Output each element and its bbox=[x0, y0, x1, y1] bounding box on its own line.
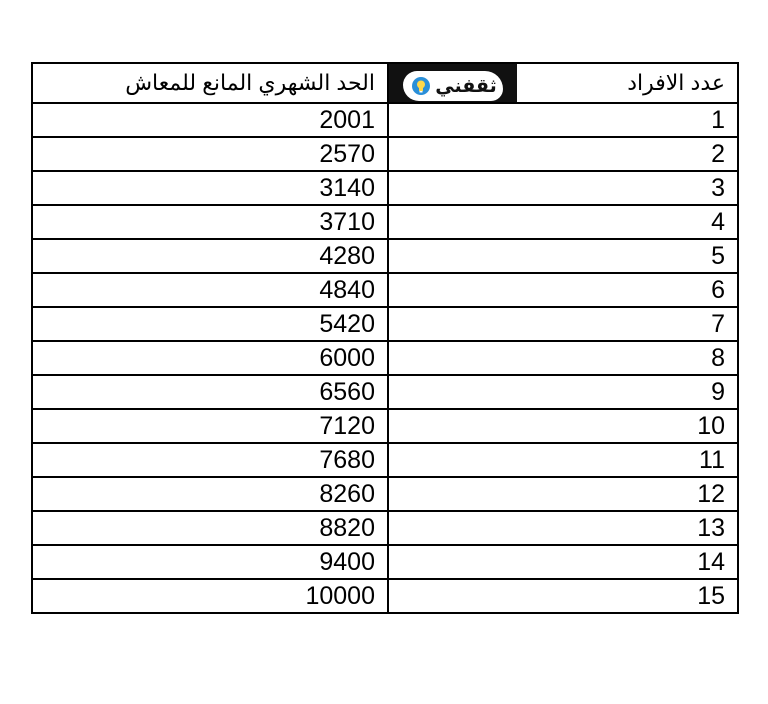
table-row bbox=[32, 239, 738, 273]
table-row bbox=[32, 443, 738, 477]
members-value: 11 bbox=[699, 446, 725, 474]
members-cell bbox=[388, 307, 738, 341]
table-row bbox=[32, 205, 738, 239]
limit-cell bbox=[32, 171, 388, 205]
limit-value: 7120 bbox=[319, 412, 375, 440]
limit-value: 3140 bbox=[319, 174, 375, 202]
members-value: 12 bbox=[697, 480, 725, 508]
limit-cell bbox=[32, 239, 388, 273]
members-value: 9 bbox=[711, 378, 725, 406]
table-row bbox=[32, 511, 738, 545]
members-column-header bbox=[388, 63, 738, 103]
members-cell bbox=[388, 443, 738, 477]
limit-cell bbox=[32, 511, 388, 545]
table-row bbox=[32, 273, 738, 307]
table-row bbox=[32, 409, 738, 443]
members-value: 7 bbox=[711, 310, 725, 338]
pension-limit-table-container bbox=[31, 62, 737, 614]
members-cell bbox=[388, 545, 738, 579]
pension-limit-table bbox=[31, 62, 739, 614]
lightbulb-icon bbox=[411, 76, 431, 96]
table-row bbox=[32, 137, 738, 171]
limit-value: 6000 bbox=[319, 344, 375, 372]
site-logo bbox=[389, 64, 517, 103]
members-cell bbox=[388, 579, 738, 613]
limit-value: 2001 bbox=[319, 106, 375, 134]
limit-value: 9400 bbox=[319, 548, 375, 576]
members-value: 6 bbox=[711, 276, 725, 304]
members-header-label: عدد الافراد bbox=[627, 70, 725, 95]
members-cell bbox=[388, 477, 738, 511]
limit-value: 4280 bbox=[319, 242, 375, 270]
logo-cloud bbox=[403, 71, 502, 101]
members-cell bbox=[388, 341, 738, 375]
members-cell bbox=[388, 239, 738, 273]
table-row bbox=[32, 375, 738, 409]
table-row bbox=[32, 477, 738, 511]
limit-column-header bbox=[32, 63, 388, 103]
limit-cell bbox=[32, 307, 388, 341]
limit-value: 7680 bbox=[319, 446, 375, 474]
limit-value: 4840 bbox=[319, 276, 375, 304]
members-cell bbox=[388, 273, 738, 307]
members-value: 4 bbox=[711, 208, 725, 236]
limit-cell bbox=[32, 409, 388, 443]
limit-value: 3710 bbox=[319, 208, 375, 236]
limit-cell bbox=[32, 477, 388, 511]
limit-cell bbox=[32, 137, 388, 171]
members-cell bbox=[388, 409, 738, 443]
limit-value: 10000 bbox=[305, 582, 375, 610]
limit-value: 2570 bbox=[319, 140, 375, 168]
limit-value: 5420 bbox=[319, 310, 375, 338]
limit-cell bbox=[32, 579, 388, 613]
table-row bbox=[32, 171, 738, 205]
members-cell bbox=[388, 171, 738, 205]
members-cell bbox=[388, 205, 738, 239]
limit-cell bbox=[32, 103, 388, 137]
members-cell bbox=[388, 511, 738, 545]
members-value: 13 bbox=[697, 514, 725, 542]
table-body bbox=[32, 103, 738, 613]
table-row bbox=[32, 307, 738, 341]
limit-value: 8820 bbox=[319, 514, 375, 542]
logo-text: ثقفني bbox=[435, 75, 497, 97]
table-row bbox=[32, 545, 738, 579]
limit-value: 6560 bbox=[319, 378, 375, 406]
members-value: 5 bbox=[711, 242, 725, 270]
limit-header-label: الحد الشهري المانع للمعاش bbox=[125, 70, 375, 95]
limit-cell bbox=[32, 375, 388, 409]
table-row bbox=[32, 341, 738, 375]
members-value: 3 bbox=[711, 174, 725, 202]
limit-cell bbox=[32, 205, 388, 239]
limit-cell bbox=[32, 443, 388, 477]
members-value: 2 bbox=[711, 140, 725, 168]
limit-value: 8260 bbox=[319, 480, 375, 508]
table-header-row bbox=[32, 63, 738, 103]
table-row bbox=[32, 103, 738, 137]
limit-cell bbox=[32, 341, 388, 375]
members-value: 8 bbox=[711, 344, 725, 372]
table-row bbox=[32, 579, 738, 613]
members-value: 15 bbox=[697, 582, 725, 610]
members-cell bbox=[388, 375, 738, 409]
limit-cell bbox=[32, 273, 388, 307]
members-value: 14 bbox=[697, 548, 725, 576]
members-value: 1 bbox=[711, 106, 725, 134]
members-cell bbox=[388, 103, 738, 137]
limit-cell bbox=[32, 545, 388, 579]
members-cell bbox=[388, 137, 738, 171]
members-value: 10 bbox=[697, 412, 725, 440]
